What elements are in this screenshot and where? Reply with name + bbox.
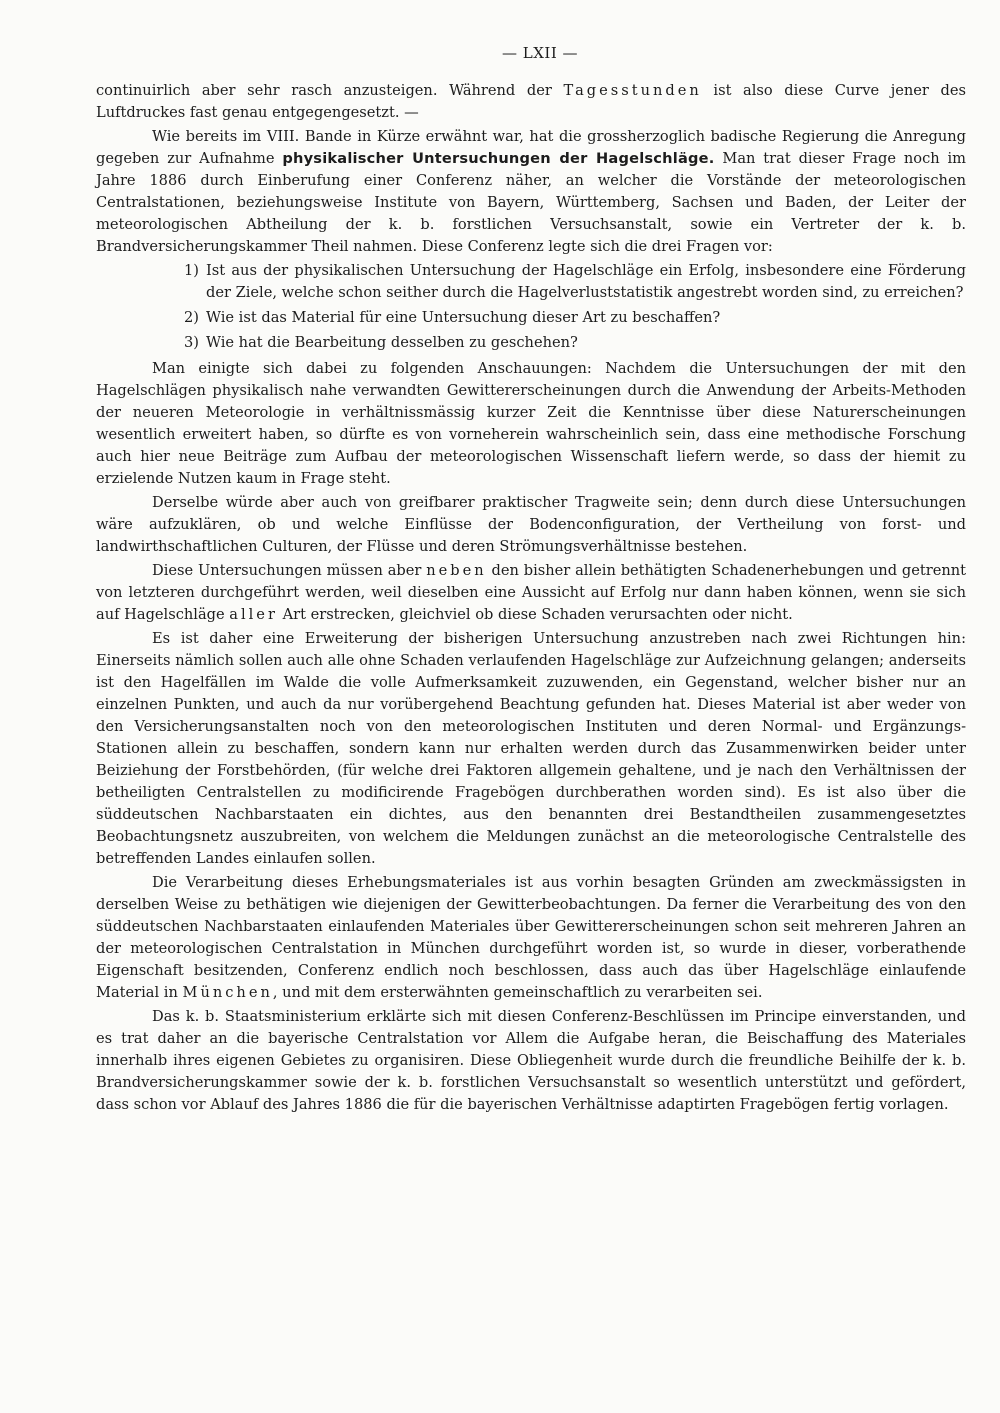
spaced-word-aller: aller	[229, 606, 278, 623]
paragraph-1	[96, 126, 966, 258]
question-number: 3)	[184, 334, 199, 351]
paragraph-0-end: ist also diese Curve jener des Luftdruckes fast genau entgegengesetzt. —	[96, 82, 966, 121]
body-text	[96, 80, 966, 1118]
question-text: Ist aus der physikalischen Untersuchung der Hagelschläge ein Erfolg, insbesondere eine Förderung der Ziele, welche schon seither durch die Hagelverluststatistik angestrebt worden sind, zu erreichen?	[206, 262, 966, 301]
paragraph-7: Das k. b. Staatsministerium erklärte sich mit diesen Conferenz-Beschlüssen im Principe einverstanden, und es trat daher an die bayerische Centralstation vor Allem die Aufgabe heran, die Beischaffung des Materiales innerhalb ihres eigenen Gebietes zu organisiren. Diese Obliegenheit wurde durch die freundliche Beihilfe der k. b. Brandversicherungskammer sowie der k. b. forstlichen Versuchsanstalt so wesentlich unterstützt und gefördert, dass schon vor Ablauf des Jahres 1886 die für die bayerischen Verhältnisse adaptirten Fragebögen fertig vorlagen.	[96, 1008, 966, 1113]
paragraph-4-end: Art erstrecken, gleichviel ob diese Schaden verursachten oder nicht.	[282, 606, 793, 623]
paragraph-4-mid: den bisher allein bethätigten Schadenerhebungen und getrennt von letzteren durchgeführt werden, weil dieselben eine Aussicht auf Erfolg nur dann haben können, wenn sie sich auf Hagelschläge	[96, 562, 967, 623]
paragraph-4-start: Diese Untersuchungen müssen aber	[152, 562, 422, 579]
paragraph-4	[96, 560, 966, 626]
paragraph-6	[96, 872, 966, 1004]
spaced-word-muenchen: München	[182, 984, 273, 1001]
paragraph-3: Derselbe würde aber auch von greifbarer praktischer Tragweite sein; denn durch diese Untersuchungen wäre aufzuklären, ob und welche Einflüsse der Bodenconfiguration, der Vertheilung von forst- und landwirthschaftlichen Culturen, der Flüsse und deren Strömungsverhältnisse bestehen.	[96, 494, 966, 555]
paragraph-0	[96, 80, 966, 124]
question-text: Wie ist das Material für eine Untersuchung dieser Art zu beschaffen?	[206, 309, 721, 326]
paragraph-2: Man einigte sich dabei zu folgenden Anschauungen: Nachdem die Untersuchungen der mit den Hagelschlägen physikalisch nahe verwandten Gewittererscheinungen durch die Anwendung der Arbeits-Methoden der neueren Meteorologie in verhältnissmässig kurzer Zeit die Kenntnisse über diese Naturerscheinungen wesentlich erweitert haben, so dürfte es von vorneherein wahrscheinlich sein, dass eine methodische Forschung auch hier neue Beiträge zum Aufbau der meteorologischen Wissenschaft liefern werde, so dass der hiemit zu erzielende Nutzen kaum in Frage steht.	[96, 360, 966, 487]
paragraph-5: Es ist daher eine Erweiterung der bisherigen Untersuchung anzustreben nach zwei Richtungen hin: Einerseits nämlich sollen auch alle ohne Schaden verlaufenden Hagelschläge zur Aufzeichnung gelangen; anderseits ist den Hagelfällen im Walde die volle Aufmerksamkeit zuzuwenden, ein Gegenstand, welcher bisher nur an einzelnen Punkten, und auch da nur vorübergehend Beachtung gefunden hat. Dieses Material ist aber weder von den Versicherungsanstalten noch von den meteorologischen Instituten und deren Normal- und Ergänzungs-Stationen allein zu beschaffen, sondern kann nur erhalten werden durch das Zusammenwirken beider unter Beiziehung der Forstbehörden, (für welche drei Faktoren allgemein gehaltene, und je nach den Verhältnissen der betheiligten Centralstellen zu modificirende Fragebögen durchberathen worden sind). Es ist also über die süddeutschen Nachbarstaaten ein dichtes, aus den benannten drei Bestandtheilen zusammengesetztes Beobachtungsnetz auszubreiten, von welchem die Meldungen zunächst an die meteorologische Centralstelle des betreffenden Landes einlaufen sollen.	[96, 630, 966, 867]
paragraph-6-end: , und mit dem ersterwähnten gemeinschaftlich zu verarbeiten sei.	[272, 984, 763, 1001]
emphasis-physikalische-untersuchungen: physikalischer Untersuchungen der Hagelschläge.	[282, 150, 715, 167]
question-text: Wie hat die Bearbeitung desselben zu geschehen?	[206, 334, 578, 351]
spaced-word-neben: neben	[426, 562, 487, 579]
question-item	[184, 307, 966, 329]
question-item	[184, 260, 966, 304]
question-item	[184, 332, 966, 354]
spaced-word-tagesstunden: Tagesstunden	[563, 82, 702, 99]
paragraph-1-start: Wie bereits im VIII. Bande in Kürze erwähnt war, hat die grossherzoglich badische Regierung die Anregung gegeben zur Aufnahme	[96, 128, 966, 167]
paragraph-6-start: Die Verarbeitung dieses Erhebungsmateriales ist aus vorhin besagten Gründen am zweckmässigsten in derselben Weise zu bethätigen wie diejenigen der Gewitterbeobachtungen. Da ferner die Verarbeitung des von den süddeutschen Nachbarstaaten einlaufenden Materiales über Gewittererscheinungen schon seit mehreren Jahren an der meteorologischen Centralstation in München durchgeführt worden ist, so wurde in dieser, vorberathende Eigenschaft besitzenden, Conferenz endlich noch beschlossen, dass auch das über Hagelschläge einlaufende Material in	[96, 874, 966, 1001]
question-number: 2)	[184, 309, 199, 326]
paragraph-1-end: Man trat dieser Frage noch im Jahre 1886 durch Einberufung einer Conferenz näher, an welcher die Vorstände der meteorologischen Centralstationen, beziehungsweise Institute von Bayern, Württemberg, Sachsen und Baden, der Leiter der meteorologischen Abtheilung der k. b. forstlichen Versuchsanstalt, sowie ein Vertreter der k. b. Brandversicherungskammer Theil nahmen. Diese Conferenz legte sich die drei Fragen vor:	[96, 150, 967, 255]
page-number: — LXII —	[501, 44, 579, 62]
paragraph-0-start: continuirlich aber sehr rasch anzusteigen. Während der	[96, 82, 552, 99]
question-number: 1)	[184, 262, 199, 279]
question-list	[96, 260, 966, 354]
